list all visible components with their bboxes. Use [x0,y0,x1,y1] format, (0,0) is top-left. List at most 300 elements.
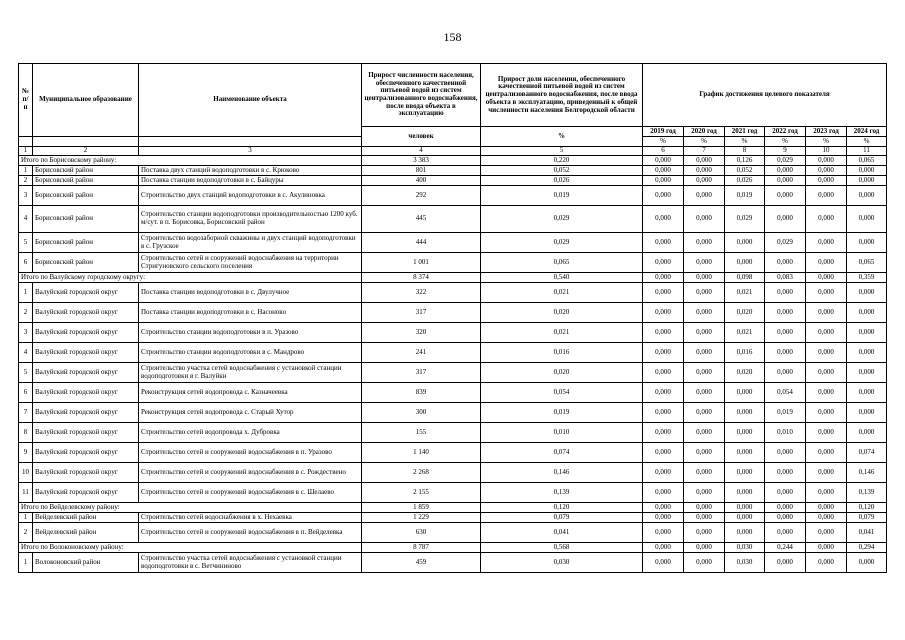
table-row [19,186,887,206]
year-value-cell: 0,000 [806,463,847,483]
year-value-cell: 0,000 [806,483,847,503]
col-number: 4 [362,147,481,156]
year-value-cell: 0,000 [847,206,887,233]
year-value-cell: 0,000 [725,253,765,273]
row-number: 10 [19,463,33,483]
object-name-cell: Поставка двух станций водоподготовки в с. Крюково [139,166,362,176]
table-row [19,513,887,523]
year-value-cell: 0,000 [847,166,887,176]
year-value-cell: 0,000 [684,233,725,253]
year-value-cell: 0,000 [643,323,684,343]
table-row [19,423,887,443]
municipality-cell: Борисовский район [33,166,139,176]
total-label: Итого по Валуйскому городскому округу: [19,273,362,283]
year-value-cell: 0,000 [643,166,684,176]
row-number: 6 [19,383,33,403]
object-name-cell: Строительство станции водоподготовки в п. Уразово [139,323,362,343]
year-value-cell: 0,000 [643,363,684,383]
share-growth-cell: 0,540 [481,273,643,283]
population-growth-cell: 292 [362,186,481,206]
row-number: 5 [19,363,33,383]
year-value-cell: 0,000 [725,503,765,513]
year-value-cell: 0,020 [725,303,765,323]
year-value-cell: 0,000 [806,186,847,206]
year-value-cell: 0,000 [684,423,725,443]
year-2024: 2024 год [847,127,887,137]
empty-cell [33,137,139,147]
table-row [19,463,887,483]
share-growth-cell: 0,026 [481,176,643,186]
col-number: 11 [847,147,887,156]
year-value-cell: 0,000 [684,403,725,423]
year-value-cell: 0,016 [725,343,765,363]
year-value-cell: 0,000 [643,423,684,443]
year-value-cell: 0,000 [684,166,725,176]
year-value-cell: 0,000 [765,523,806,543]
year-value-cell: 0,000 [643,283,684,303]
row-number: 6 [19,253,33,273]
year-value-cell: 0,000 [684,523,725,543]
share-growth-cell: 0,010 [481,423,643,443]
year-value-cell: 0,000 [806,443,847,463]
col-number: 6 [643,147,684,156]
object-name-cell: Строительство сетей водоснабжения в х. Нехаевка [139,513,362,523]
table-row [19,383,887,403]
year-value-cell: 0,052 [725,166,765,176]
year-2020: 2020 год [684,127,725,137]
population-growth-cell: 2 268 [362,463,481,483]
year-value-cell: 0,000 [765,553,806,573]
row-number: 7 [19,403,33,423]
share-growth-cell: 0,074 [481,443,643,463]
year-value-cell: 0,021 [725,283,765,303]
table-row [19,403,887,423]
year-value-cell: 0,054 [765,383,806,403]
year-value-cell: 0,000 [806,206,847,233]
object-name-cell: Строительство двух станций водоподготовки в с. Акулиновка [139,186,362,206]
year-value-cell: 0,065 [847,253,887,273]
year-value-cell: 0,000 [806,403,847,423]
col-number: 7 [684,147,725,156]
year-value-cell: 0,000 [684,323,725,343]
col-number: 3 [139,147,362,156]
share-growth-cell: 0,065 [481,253,643,273]
population-growth-cell: 155 [362,423,481,443]
table-row [19,303,887,323]
municipality-cell: Валуйский городской округ [33,363,139,383]
municipality-cell: Борисовский район [33,186,139,206]
unit-percent: % [481,127,643,147]
municipality-cell: Валуйский городской округ [33,443,139,463]
total-label: Итого по Волоконовскому району: [19,543,362,553]
year-value-cell: 0,000 [847,303,887,323]
year-value-cell: 0,000 [806,423,847,443]
population-growth-cell: 320 [362,323,481,343]
municipality-cell: Валуйский городской округ [33,423,139,443]
year-value-cell: 0,000 [765,303,806,323]
year-value-cell: 0,000 [684,303,725,323]
population-growth-cell: 630 [362,523,481,543]
row-number: 1 [19,283,33,303]
total-row [19,503,887,513]
share-growth-cell: 0,220 [481,156,643,166]
object-name-cell: Строительство участка сетей водоснабжения с установкой станции водоподготовки в с. Ветчининово [139,553,362,573]
table-row [19,166,887,176]
year-value-cell: 0,000 [684,553,725,573]
year-value-cell: 0,000 [806,363,847,383]
year-value-cell: 0,000 [643,383,684,403]
year-value-cell: 0,065 [847,156,887,166]
row-number: 5 [19,233,33,253]
municipality-cell: Волоконовский район [33,553,139,573]
col-number: 8 [725,147,765,156]
table-row [19,253,887,273]
year-value-cell: 0,000 [725,403,765,423]
row-number: 2 [19,523,33,543]
total-label: Итого по Вейделевскому району: [19,503,362,513]
year-value-cell: 0,000 [765,343,806,363]
year-value-cell: 0,000 [725,383,765,403]
table-row [19,323,887,343]
year-value-cell: 0,000 [684,156,725,166]
share-growth-cell: 0,079 [481,513,643,523]
population-growth-cell: 1 001 [362,253,481,273]
year-value-cell: 0,000 [684,186,725,206]
object-name-cell: Поставка станции водоподготовки в с. Байцуры [139,176,362,186]
header-growth-share: Прирост доли населения, обеспеченного качественной питьевой водой из систем централизованного водоснабжения, после ввода объекта в эксплуатацию, приведенный к общей численности населения Белгородской области [481,64,643,127]
year-value-cell: 0,000 [643,303,684,323]
object-name-cell: Поставка станции водоподготовки в с. Двулучное [139,283,362,303]
share-growth-cell: 0,041 [481,523,643,543]
year-value-cell: 0,000 [643,156,684,166]
year-value-cell: 0,000 [806,156,847,166]
object-name-cell: Строительство сетей и сооружений водоснабжения в п. Уразово [139,443,362,463]
year-value-cell: 0,000 [643,513,684,523]
year-value-cell: 0,029 [765,156,806,166]
object-name-cell: Реконструкция сетей водопровода с. Казначеевка [139,383,362,403]
object-name-cell: Строительство сетей и сооружений водоснабжения на территории Стригуновского сельского поселения [139,253,362,273]
unit-people: человек [362,127,481,147]
share-growth-cell: 0,020 [481,363,643,383]
year-value-cell: 0,000 [847,283,887,303]
object-name-cell: Строительство участка сетей водоснабжения с установкой станции водоподготовки в г. Валуйки [139,363,362,383]
object-name-cell: Строительство сетей и сооружений водоснабжения в с. Рождествено [139,463,362,483]
year-value-cell: 0,000 [684,206,725,233]
object-name-cell: Строительство сетей и сооружений водоснабжения в с. Шелаево [139,483,362,503]
municipality-cell: Валуйский городской округ [33,343,139,363]
population-growth-cell: 801 [362,166,481,176]
object-name-cell: Строительство станции водоподготовки в с. Мандрово [139,343,362,363]
table-row [19,176,887,186]
year-value-cell: 0,000 [806,553,847,573]
unit-pct-2021: % [725,137,765,147]
table-row [19,206,887,233]
table-body [19,64,887,573]
share-growth-cell: 0,016 [481,343,643,363]
year-value-cell: 0,000 [643,273,684,283]
year-value-cell: 0,139 [847,483,887,503]
municipality-cell: Борисовский район [33,233,139,253]
year-value-cell: 0,000 [765,186,806,206]
municipality-cell: Валуйский городской округ [33,383,139,403]
municipality-cell: Борисовский район [33,253,139,273]
col-number: 1 [19,147,33,156]
share-growth-cell: 0,146 [481,463,643,483]
year-value-cell: 0,000 [643,233,684,253]
population-growth-cell: 322 [362,283,481,303]
year-value-cell: 0,000 [847,553,887,573]
population-growth-cell: 839 [362,383,481,403]
year-value-cell: 0,000 [684,176,725,186]
municipality-cell: Борисовский район [33,206,139,233]
population-growth-cell: 3 383 [362,156,481,166]
population-growth-cell: 1 859 [362,503,481,513]
share-growth-cell: 0,021 [481,323,643,343]
year-value-cell: 0,000 [765,513,806,523]
row-number: 1 [19,166,33,176]
header-municipality: Муниципальное образование [33,64,139,137]
year-value-cell: 0,000 [847,343,887,363]
year-value-cell: 0,000 [765,253,806,273]
year-value-cell: 0,000 [725,423,765,443]
share-growth-cell: 0,020 [481,303,643,323]
year-value-cell: 0,041 [847,523,887,543]
year-value-cell: 0,000 [847,403,887,423]
share-growth-cell: 0,021 [481,283,643,303]
year-value-cell: 0,000 [806,343,847,363]
year-value-cell: 0,126 [725,156,765,166]
year-2019: 2019 год [643,127,684,137]
year-value-cell: 0,000 [725,513,765,523]
year-value-cell: 0,000 [684,443,725,463]
year-value-cell: 0,000 [765,503,806,513]
share-growth-cell: 0,139 [481,483,643,503]
year-value-cell: 0,000 [806,233,847,253]
year-value-cell: 0,000 [643,443,684,463]
page-number: 158 [443,30,462,44]
population-growth-cell: 8 787 [362,543,481,553]
share-growth-cell: 0,019 [481,186,643,206]
year-value-cell: 0,083 [765,273,806,283]
empty-cell [139,137,362,147]
year-value-cell: 0,000 [684,543,725,553]
col-number: 10 [806,147,847,156]
year-value-cell: 0,000 [806,253,847,273]
year-value-cell: 0,029 [725,206,765,233]
row-number: 4 [19,343,33,363]
row-number: 1 [19,513,33,523]
year-value-cell: 0,000 [684,343,725,363]
year-value-cell: 0,026 [725,176,765,186]
municipality-cell: Валуйский городской округ [33,283,139,303]
object-name-cell: Поставка станции водоподготовки в с. Насоново [139,303,362,323]
year-value-cell: 0,000 [643,543,684,553]
year-value-cell: 0,000 [725,443,765,463]
share-growth-cell: 0,054 [481,383,643,403]
year-value-cell: 0,000 [684,273,725,283]
year-value-cell: 0,359 [847,273,887,283]
year-2022: 2022 год [765,127,806,137]
row-number: 2 [19,176,33,186]
year-value-cell: 0,000 [765,176,806,186]
table-row [19,483,887,503]
total-row [19,156,887,166]
year-value-cell: 0,000 [684,463,725,483]
year-value-cell: 0,000 [847,233,887,253]
year-value-cell: 0,029 [765,233,806,253]
year-value-cell: 0,010 [765,423,806,443]
year-value-cell: 0,000 [643,463,684,483]
year-value-cell: 0,000 [643,523,684,543]
year-value-cell: 0,000 [643,403,684,423]
year-value-cell: 0,000 [765,483,806,503]
year-value-cell: 0,146 [847,463,887,483]
population-growth-cell: 241 [362,343,481,363]
col-number: 5 [481,147,643,156]
year-value-cell: 0,000 [847,383,887,403]
target-indicator-table [18,63,887,573]
row-number: 3 [19,186,33,206]
share-growth-cell: 0,029 [481,206,643,233]
year-value-cell: 0,000 [643,553,684,573]
municipality-cell: Валуйский городской округ [33,323,139,343]
year-value-cell: 0,000 [684,283,725,303]
share-growth-cell: 0,019 [481,403,643,423]
population-growth-cell: 445 [362,206,481,233]
population-growth-cell: 1 229 [362,513,481,523]
municipality-cell: Борисовский район [33,176,139,186]
header-object: Наименование объекта [139,64,362,137]
table-row [19,283,887,303]
table-row [19,523,887,543]
header-schedule: График достижения целевого показателя [643,64,887,127]
empty-cell [19,137,33,147]
year-value-cell: 0,000 [806,513,847,523]
year-value-cell: 0,019 [765,403,806,423]
share-growth-cell: 0,052 [481,166,643,176]
table-row [19,233,887,253]
year-value-cell: 0,000 [643,503,684,513]
object-name-cell: Реконструкция сетей водопровода с. Старый Хутор [139,403,362,423]
year-value-cell: 0,000 [684,483,725,503]
population-growth-cell: 317 [362,363,481,383]
population-growth-cell: 8 374 [362,273,481,283]
population-growth-cell: 317 [362,303,481,323]
header-num: № п/п [19,64,33,137]
year-value-cell: 0,000 [765,283,806,303]
object-name-cell: Строительство водозаборной скважины и двух станций водоподготовки в с. Грузское [139,233,362,253]
year-value-cell: 0,000 [684,363,725,383]
year-value-cell: 0,000 [684,253,725,273]
year-value-cell: 0,000 [725,523,765,543]
year-value-cell: 0,000 [765,363,806,383]
municipality-cell: Вейделевский район [33,523,139,543]
population-growth-cell: 300 [362,403,481,423]
year-value-cell: 0,000 [643,186,684,206]
year-value-cell: 0,000 [725,233,765,253]
year-value-cell: 0,030 [725,543,765,553]
unit-pct-2023: % [806,137,847,147]
year-value-cell: 0,074 [847,443,887,463]
unit-pct-2024: % [847,137,887,147]
year-value-cell: 0,000 [806,543,847,553]
year-value-cell: 0,000 [643,483,684,503]
year-value-cell: 0,000 [765,166,806,176]
row-number: 4 [19,206,33,233]
year-value-cell: 0,000 [725,483,765,503]
year-value-cell: 0,000 [847,323,887,343]
row-number: 1 [19,553,33,573]
total-row [19,543,887,553]
row-number: 3 [19,323,33,343]
population-growth-cell: 400 [362,176,481,186]
municipality-cell: Валуйский городской округ [33,403,139,423]
table-row [19,553,887,573]
row-number: 11 [19,483,33,503]
year-value-cell: 0,000 [765,206,806,233]
year-value-cell: 0,098 [725,273,765,283]
population-growth-cell: 2 155 [362,483,481,503]
population-growth-cell: 459 [362,553,481,573]
unit-pct-2022: % [765,137,806,147]
year-value-cell: 0,000 [806,166,847,176]
year-value-cell: 0,079 [847,513,887,523]
object-name-cell: Строительство сетей водопровода х. Дубровка [139,423,362,443]
row-number: 2 [19,303,33,323]
total-label: Итого по Борисовскому району: [19,156,362,166]
year-value-cell: 0,000 [806,176,847,186]
year-value-cell: 0,020 [725,363,765,383]
year-value-cell: 0,019 [725,186,765,206]
year-value-cell: 0,244 [765,543,806,553]
unit-pct-2020: % [684,137,725,147]
year-value-cell: 0,000 [684,383,725,403]
population-growth-cell: 1 140 [362,443,481,463]
year-value-cell: 0,000 [684,503,725,513]
year-value-cell: 0,030 [725,553,765,573]
total-row [19,273,887,283]
share-growth-cell: 0,568 [481,543,643,553]
population-growth-cell: 444 [362,233,481,253]
year-value-cell: 0,000 [847,363,887,383]
table-row [19,343,887,363]
share-growth-cell: 0,120 [481,503,643,513]
year-value-cell: 0,000 [806,303,847,323]
year-value-cell: 0,000 [847,186,887,206]
year-value-cell: 0,294 [847,543,887,553]
year-value-cell: 0,000 [765,443,806,463]
share-growth-cell: 0,030 [481,553,643,573]
object-name-cell: Строительство сетей и сооружений водоснабжения в п. Вейделевка [139,523,362,543]
share-growth-cell: 0,029 [481,233,643,253]
col-number: 2 [33,147,139,156]
year-value-cell: 0,000 [643,176,684,186]
row-number: 9 [19,443,33,463]
year-value-cell: 0,000 [806,283,847,303]
year-value-cell: 0,000 [806,323,847,343]
year-2023: 2023 год [806,127,847,137]
year-value-cell: 0,000 [806,523,847,543]
year-value-cell: 0,021 [725,323,765,343]
municipality-cell: Вейделевский район [33,513,139,523]
municipality-cell: Валуйский городской округ [33,303,139,323]
year-value-cell: 0,000 [684,513,725,523]
year-value-cell: 0,000 [765,463,806,483]
year-value-cell: 0,000 [643,343,684,363]
year-value-cell: 0,000 [806,273,847,283]
year-value-cell: 0,000 [806,383,847,403]
col-number: 9 [765,147,806,156]
